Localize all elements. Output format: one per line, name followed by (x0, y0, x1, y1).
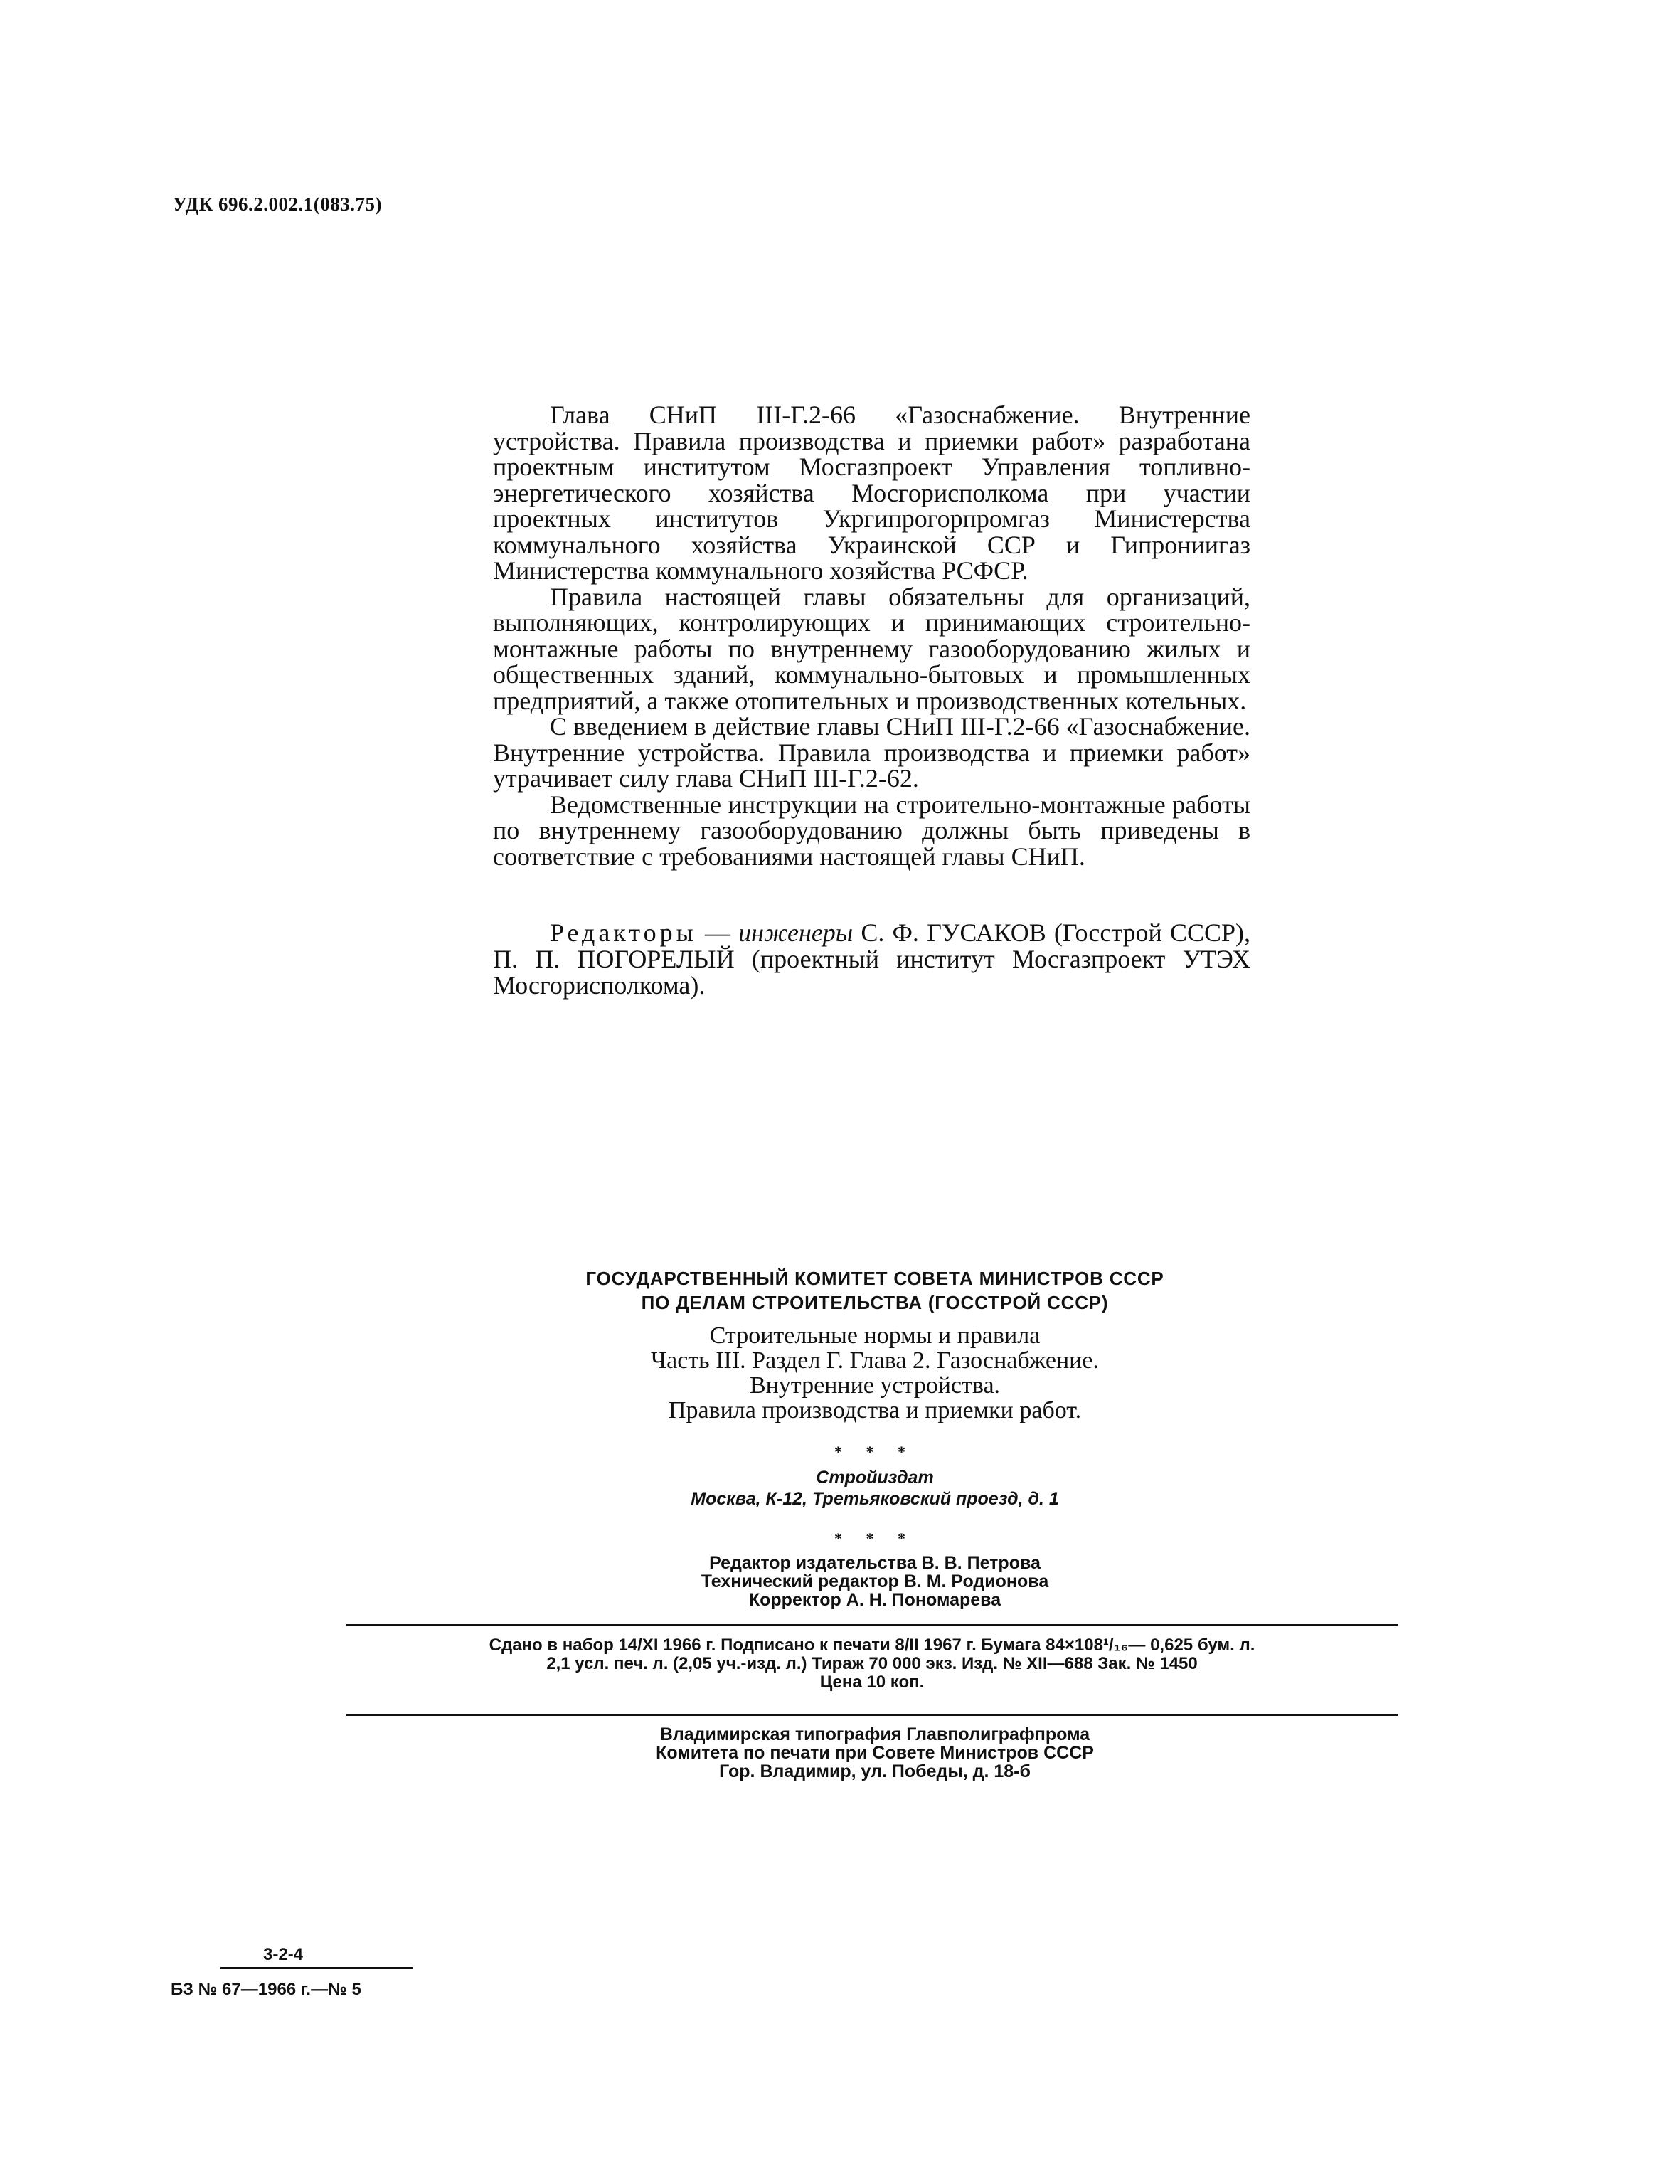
staff-proofreader: Корректор А. Н. Пономарева (748, 1590, 1001, 1610)
catalog-code-rule (220, 1967, 413, 1969)
editors-dash: — (696, 918, 739, 947)
staff-credits (469, 1554, 1280, 1609)
catalog-codes (171, 1946, 427, 1999)
publisher-name: Стройиздат (816, 1468, 934, 1488)
title-line-3: Внутренние устройства. (749, 1372, 1001, 1399)
catalog-code-top: 3-2-4 (263, 1945, 304, 1964)
title-line-4: Правила производства и приемки работ. (668, 1397, 1082, 1424)
imprint-block (469, 1266, 1280, 1609)
printer-line-3: Гор. Владимир, ул. Победы, д. 18-б (719, 1761, 1031, 1781)
print-info-line-2: 2,1 усл. печ. л. (2,05 уч.-изд. л.) Тираж 70 000 экз. Изд. № XII—688 Зак. № 1450 (546, 1654, 1198, 1673)
printer-line-2: Комитета по печати при Совете Министров СССР (656, 1743, 1094, 1763)
editors-names: С. Ф. ГУСАКОВ (Госстрой СССР), П. П. ПОГОРЕЛЫЙ (проектный институт Мосгазпроект УТЭХ Мосгорисполкома). (493, 918, 1250, 1000)
editors-paragraph (493, 920, 1250, 999)
title-line-1: Строительные нормы и правила (709, 1322, 1041, 1349)
intro-paragraph-2: Правила настоящей главы обязательны для организаций, выполняющих, контролирующих и принимающих строительно-монтажные работы по внутреннему газооборудованию жилых и общественных зданий, коммунально-бытовых и промышленных предприятий, а также отопительных и производственных котельных. (493, 582, 1250, 715)
catalog-code-bottom: БЗ № 67—1966 г.—№ 5 (171, 1980, 361, 1999)
udk-code: УДК 696.2.002.1(083.75) (173, 194, 382, 215)
editors-label: Редакторы (550, 918, 697, 947)
staff-tech-editor: Технический редактор В. М. Родионова (701, 1571, 1049, 1591)
committee-line-1: ГОСУДАРСТВЕННЫЙ КОМИТЕТ СОВЕТА МИНИСТРОВ СССР (585, 1268, 1164, 1289)
title-line-2: Часть III. Раздел Г. Глава 2. Газоснабжение. (651, 1347, 1099, 1374)
staff-editor: Редактор издательства В. В. Петрова (709, 1553, 1041, 1573)
intro-paragraph-1: Глава СНиП III-Г.2-66 «Газоснабжение. Внутренние устройства. Правила производства и приемки работ» разработана проектным институтом Мосгазпроект Управления топливно-энергетического хозяйства Мосгорисполкома при участии проектных институтов Укргипрогорпромгаз Министерства коммунального хозяйства Украинской ССР и Гипрониигаз Министерства коммунального хозяйства РСФСР. (493, 401, 1250, 585)
editors-role: инженеры (738, 918, 854, 947)
separator-stars-1: * * * (834, 1443, 915, 1461)
print-info-price: Цена 10 коп. (819, 1673, 925, 1692)
publisher-address: Москва, К-12, Третьяковский проезд, д. 1 (691, 1489, 1059, 1509)
intro-paragraph-4: Ведомственные инструкции на строительно-монтажные работы по внутреннему газооборудованию должны быть приведены в соответствие с требованиями настоящей главы СНиП. (493, 790, 1250, 871)
printer-info (469, 1725, 1280, 1781)
print-info (346, 1636, 1398, 1692)
divider-bottom (346, 1714, 1398, 1716)
editors-note (493, 920, 1250, 999)
committee-line-2: ПО ДЕЛАМ СТРОИТЕЛЬСТВА (ГОССТРОЙ СССР) (641, 1292, 1109, 1313)
publisher (469, 1467, 1280, 1510)
intro-text (493, 402, 1250, 869)
printer-line-1: Владимирская типография Главполиграфпрома (659, 1724, 1090, 1744)
document-title (469, 1323, 1280, 1423)
divider-top (346, 1624, 1398, 1626)
separator-stars-2: * * * (834, 1530, 915, 1547)
print-info-line-1: Сдано в набор 14/XI 1966 г. Подписано к печати 8/II 1967 г. Бумага 84×108¹/₁₆— 0,625 бум. л. (489, 1636, 1255, 1655)
intro-paragraph-3: С введением в действие главы СНиП III-Г.2-66 «Газоснабжение. Внутренние устройства. Правила производства и приемки работ» утрачивает силу глава СНиП III-Г.2-62. (493, 712, 1250, 793)
